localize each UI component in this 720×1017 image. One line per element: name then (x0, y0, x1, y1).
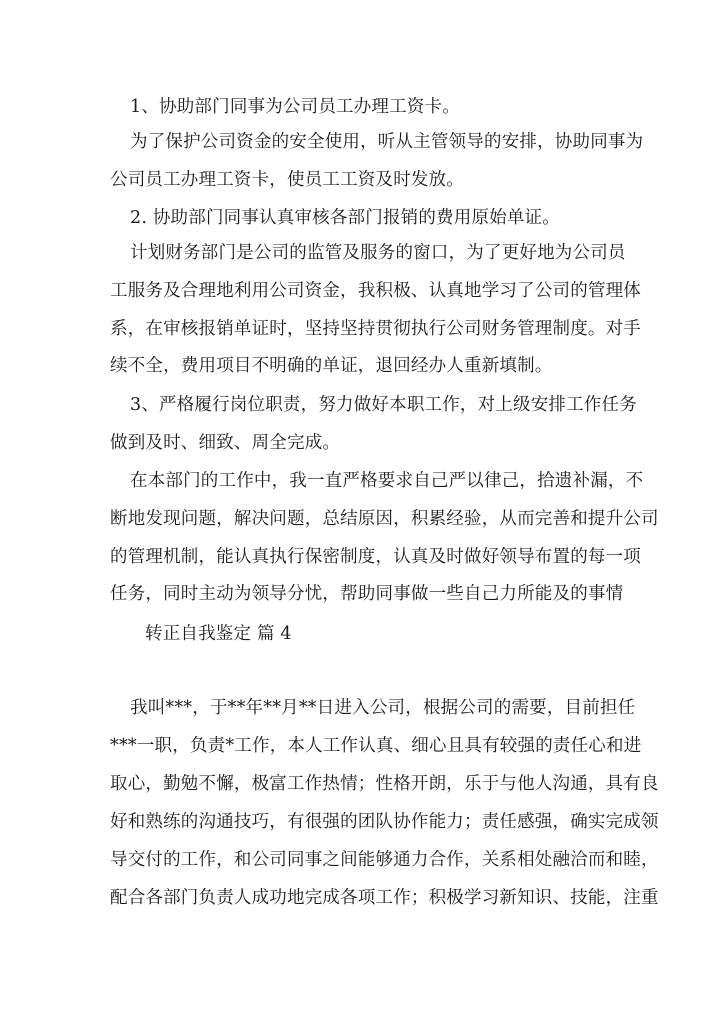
text-line: 2. 协助部门同事认真审核各部门报销的费用原始单证。 (130, 208, 560, 228)
text-line: ***一职，负责*工作，本人工作认真、细心且具有较强的责任心和进 (110, 736, 642, 756)
text-line: 续不全，费用项目不明确的单证，退回经办人重新填制。 (110, 356, 553, 376)
text-line: 取心，勤勉不懈，极富工作热情；性格开朗，乐于与他人沟通，具有良 (110, 774, 659, 794)
text-line: 做到及时、细致、周全完成。 (110, 433, 341, 453)
text-line: 计划财务部门是公司的监管及服务的窗口，为了更好地为公司员 (130, 243, 626, 263)
section-heading: 转正自我鉴定 篇 4 (145, 624, 292, 644)
text-line: 的管理机制，能认真执行保密制度，认真及时做好领导布置的每一项 (110, 547, 641, 567)
text-line: 公司员工办理工资卡，使员工工资及时发放。 (110, 170, 464, 190)
text-line: 导交付的工作，和公司同事之间能够通力合作，关系相处融洽而和睦， (110, 850, 659, 870)
text-line: 我叫***，于**年**月**日进入公司，根据公司的需要，目前担任 (130, 698, 636, 718)
text-line: 为了保护公司资金的安全使用，听从主管领导的安排，协助同事为 (130, 132, 644, 152)
text-line: 系，在审核报销单证时，坚持坚持贯彻执行公司财务管理制度。对手 (110, 319, 641, 339)
text-line: 3、严格履行岗位职责，努力做好本职工作，对上级安排工作任务 (130, 395, 637, 415)
text-line: 在本部门的工作中，我一直严格要求自己严以律己，拾遗补漏，不 (130, 471, 644, 491)
text-line: 配合各部门负责人成功地完成各项工作；积极学习新知识、技能，注重 (110, 888, 659, 908)
text-line: 1、协助部门同事为公司员工办理工资卡。 (130, 97, 460, 117)
text-line: 任务，同时主动为领导分忧，帮助同事做一些自己力所能及的事情 (110, 584, 624, 604)
text-line: 工服务及合理地利用公司资金，我积极、认真地学习了公司的管理体 (110, 281, 641, 301)
text-line: 好和熟练的沟通技巧，有很强的团队协作能力；责任感强，确实完成领 (110, 812, 659, 832)
text-line: 断地发现问题，解决问题，总结原因，积累经验，从而完善和提升公司 (110, 509, 659, 529)
